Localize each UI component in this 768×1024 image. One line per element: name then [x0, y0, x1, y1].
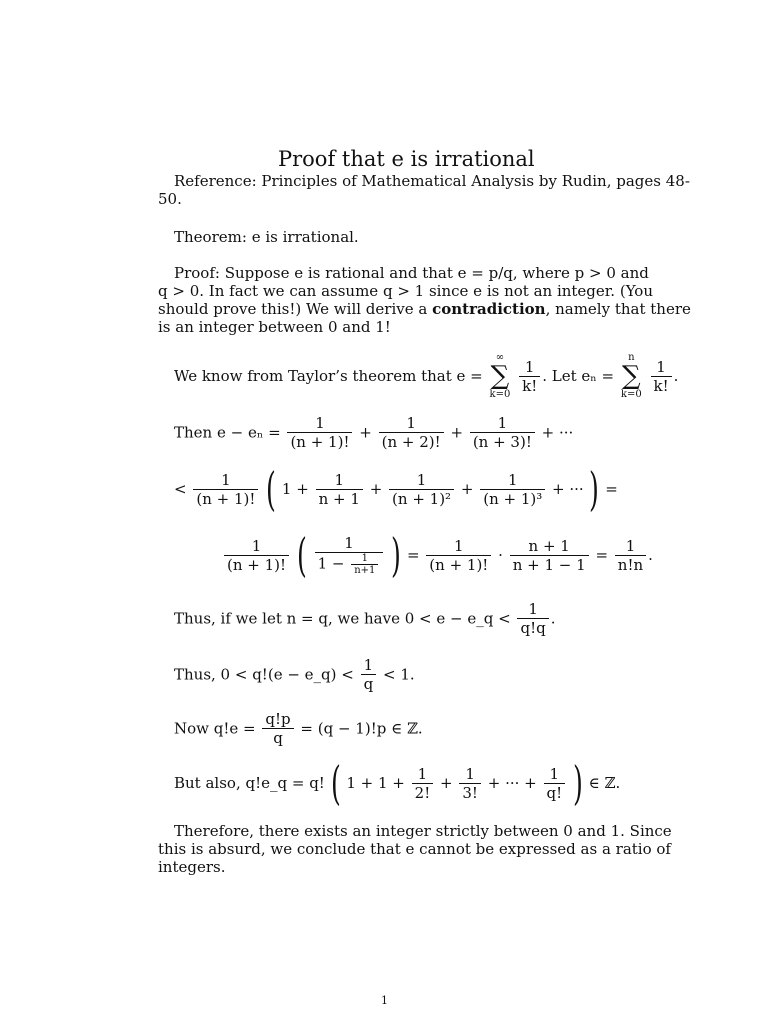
fraction-denominator: (n + 1)!	[426, 555, 491, 574]
fraction-denominator: q	[262, 728, 293, 747]
right-paren: )	[589, 462, 600, 516]
one-plus: 1 +	[281, 480, 309, 498]
fraction-numerator: 1	[625, 536, 636, 555]
taylor-equation	[174, 352, 678, 400]
fraction-numerator: 1	[315, 414, 325, 432]
fraction-denominator: k!	[519, 376, 540, 395]
reference-line-2: 50.	[158, 190, 182, 208]
fraction-one-over-nfact-n	[615, 537, 646, 574]
fraction-denominator: (n + 1)!	[287, 432, 352, 451]
fraction-numerator: 1	[549, 764, 560, 783]
bound-equation	[174, 462, 618, 516]
proof-line-3-prefix: should prove this!) We will derive a	[158, 300, 428, 318]
then-prefix: Then e − eₙ =	[174, 423, 281, 442]
fraction-denominator	[315, 552, 384, 576]
theorem-statement	[174, 228, 359, 246]
fraction-denominator: q!q	[517, 618, 548, 637]
sigma-symbol: ∑	[622, 361, 641, 391]
sigma-symbol: ∑	[490, 361, 510, 391]
fraction-one-over-nplus1-fact	[193, 471, 258, 508]
sum-upper-infinity: ∞	[495, 352, 505, 363]
sum-lower-limit: k=0	[620, 389, 642, 400]
fraction-one-over-3fact	[459, 765, 481, 802]
fraction-one-over-nplus1-fact	[224, 537, 289, 574]
equals-sign: =	[595, 546, 609, 564]
geometric-equation	[222, 528, 653, 582]
fraction-numerator: 1	[251, 536, 262, 555]
fraction-geometric-sum	[315, 534, 384, 576]
left-paren: (	[296, 528, 307, 582]
fraction-numerator: 1	[454, 536, 464, 555]
conclusion-line-2: this is absurd, we conclude that e cannot be expressed as a ratio of	[158, 840, 671, 858]
series-tail: + ···	[552, 480, 584, 498]
plus-sign: +	[359, 423, 372, 442]
equals-sign: =	[406, 546, 420, 564]
plus-sign: +	[460, 480, 474, 498]
thus-line-1	[174, 600, 555, 637]
period: .	[673, 367, 679, 385]
plus-sign: +	[440, 774, 453, 792]
sum-lower-limit: k=0	[489, 389, 511, 400]
conclusion-line-3: integers.	[158, 858, 226, 876]
but-also-prefix: But also, q!e_q = q!	[174, 774, 325, 792]
sum-finite	[621, 352, 642, 400]
series-tail: + ···	[541, 423, 574, 442]
small-fraction	[351, 553, 378, 576]
fraction-denominator: (n + 1)²	[389, 489, 454, 508]
sum-infinite	[490, 352, 511, 400]
fraction-qfact-p-over-q	[262, 710, 293, 747]
fraction-denominator: n!n	[615, 555, 646, 574]
period: .	[648, 546, 653, 564]
fraction-denominator: (n + 1)!	[224, 555, 289, 574]
fraction-denominator: (n + 1)³	[480, 489, 545, 508]
left-paren: (	[330, 756, 341, 810]
fraction-denominator: 2!	[412, 783, 434, 802]
proof-line-3	[158, 300, 691, 318]
plus-sign: +	[369, 480, 383, 498]
fraction-one-over-qfact	[544, 765, 566, 802]
fraction-term-2	[379, 414, 444, 451]
one-minus: 1 −	[317, 554, 345, 573]
page-title: Proof that e is irrational	[278, 147, 535, 171]
fraction-numerator: 1	[344, 534, 354, 552]
fraction-denominator: k!	[651, 376, 672, 395]
fraction-one-over-q	[361, 656, 377, 693]
less-than-sign: <	[174, 480, 187, 498]
fraction-denominator: (n + 2)!	[379, 432, 444, 451]
reference-line-1: Reference: Principles of Mathematical Analysis by Rudin, pages 48-	[174, 172, 690, 190]
fraction-one-over-kfact	[519, 358, 540, 395]
fraction-denominator: q	[361, 674, 377, 693]
fraction-numerator: 1	[417, 764, 428, 783]
let-en-text: . Let eₙ =	[542, 367, 615, 385]
left-paren: (	[266, 462, 277, 516]
fraction-numerator: 1	[361, 553, 369, 564]
conclusion-line-1: Therefore, there exists an integer strictly between 0 and 1. Since	[174, 822, 672, 840]
fraction-numerator: 1	[406, 414, 416, 432]
theorem-label: Theorem:	[174, 228, 247, 246]
fraction-term-3	[470, 414, 535, 451]
fraction-one-over-nplus1-fact	[426, 537, 491, 574]
right-paren: )	[572, 756, 583, 810]
taylor-prefix: We know from Taylor’s theorem that e =	[174, 367, 483, 385]
thus-2-suffix: < 1.	[383, 665, 415, 684]
fraction-one-over-kfact	[651, 358, 672, 395]
proof-line-2: q > 0. In fact we can assume q > 1 since e is not an integer. (You	[158, 282, 653, 300]
fraction-numerator: 1	[334, 470, 345, 489]
fraction-ratio	[510, 537, 589, 574]
multiply-dot: ·	[498, 546, 503, 564]
ellipsis-plus: + ··· +	[487, 774, 537, 792]
right-paren: )	[391, 528, 402, 582]
proof-line-3-suffix: , namely that there	[545, 300, 691, 318]
fraction-numerator: 1	[416, 470, 427, 489]
fraction-numerator: 1	[363, 656, 374, 674]
sum-upper-n: n	[628, 352, 635, 363]
fraction-denominator: q!	[544, 783, 566, 802]
fraction-one-over-qfact-q	[517, 600, 548, 637]
fraction-numerator: 1	[507, 470, 518, 489]
equals-sign: =	[605, 480, 618, 498]
now-suffix: = (q − 1)!p ∈ ℤ.	[300, 719, 423, 738]
fraction-denominator: n+1	[351, 564, 378, 576]
page-number: 1	[381, 994, 388, 1007]
fraction-denominator: n + 1 − 1	[510, 555, 589, 574]
fraction-numerator: n + 1	[528, 536, 570, 555]
fraction-numerator: 1	[656, 357, 666, 376]
then-equation	[174, 414, 573, 451]
period: .	[550, 609, 556, 628]
one-plus-one: 1 + 1 +	[346, 774, 405, 792]
fraction-numerator: 1	[524, 357, 535, 376]
fraction-denominator: (n + 1)!	[193, 489, 258, 508]
fraction-denominator: 3!	[459, 783, 481, 802]
now-prefix: Now q!e =	[174, 719, 256, 738]
fraction-numerator: 1	[221, 470, 231, 489]
thus-line-2	[174, 656, 415, 693]
thus-1-prefix: Thus, if we let n = q, we have 0 < e − e_q <	[174, 609, 511, 628]
proof-line-1: Proof: Suppose e is rational and that e = p/q, where p > 0 and	[174, 264, 649, 282]
fraction-numerator: 1	[465, 764, 475, 783]
fraction-one-over-2fact	[412, 765, 434, 802]
fraction-numerator: 1	[528, 600, 538, 618]
fraction-numerator: q!p	[265, 710, 291, 728]
thus-2-prefix: Thus, 0 < q!(e − e_q) <	[174, 665, 354, 684]
fraction-term-1	[287, 414, 352, 451]
proof-line-4: is an integer between 0 and 1!	[158, 318, 391, 336]
fraction-geometric-1	[316, 471, 363, 508]
contradiction-word: contradiction	[432, 300, 546, 318]
fraction-numerator: 1	[497, 414, 508, 432]
theorem-text: e is irrational.	[251, 228, 359, 246]
fraction-denominator: n + 1	[316, 489, 363, 508]
but-also-suffix: ∈ ℤ.	[588, 774, 621, 792]
fraction-geometric-3	[480, 471, 545, 508]
fraction-denominator: (n + 3)!	[470, 432, 535, 451]
fraction-geometric-2	[389, 471, 454, 508]
plus-sign: +	[450, 423, 464, 442]
but-also-line	[174, 756, 621, 810]
now-line	[174, 710, 423, 747]
